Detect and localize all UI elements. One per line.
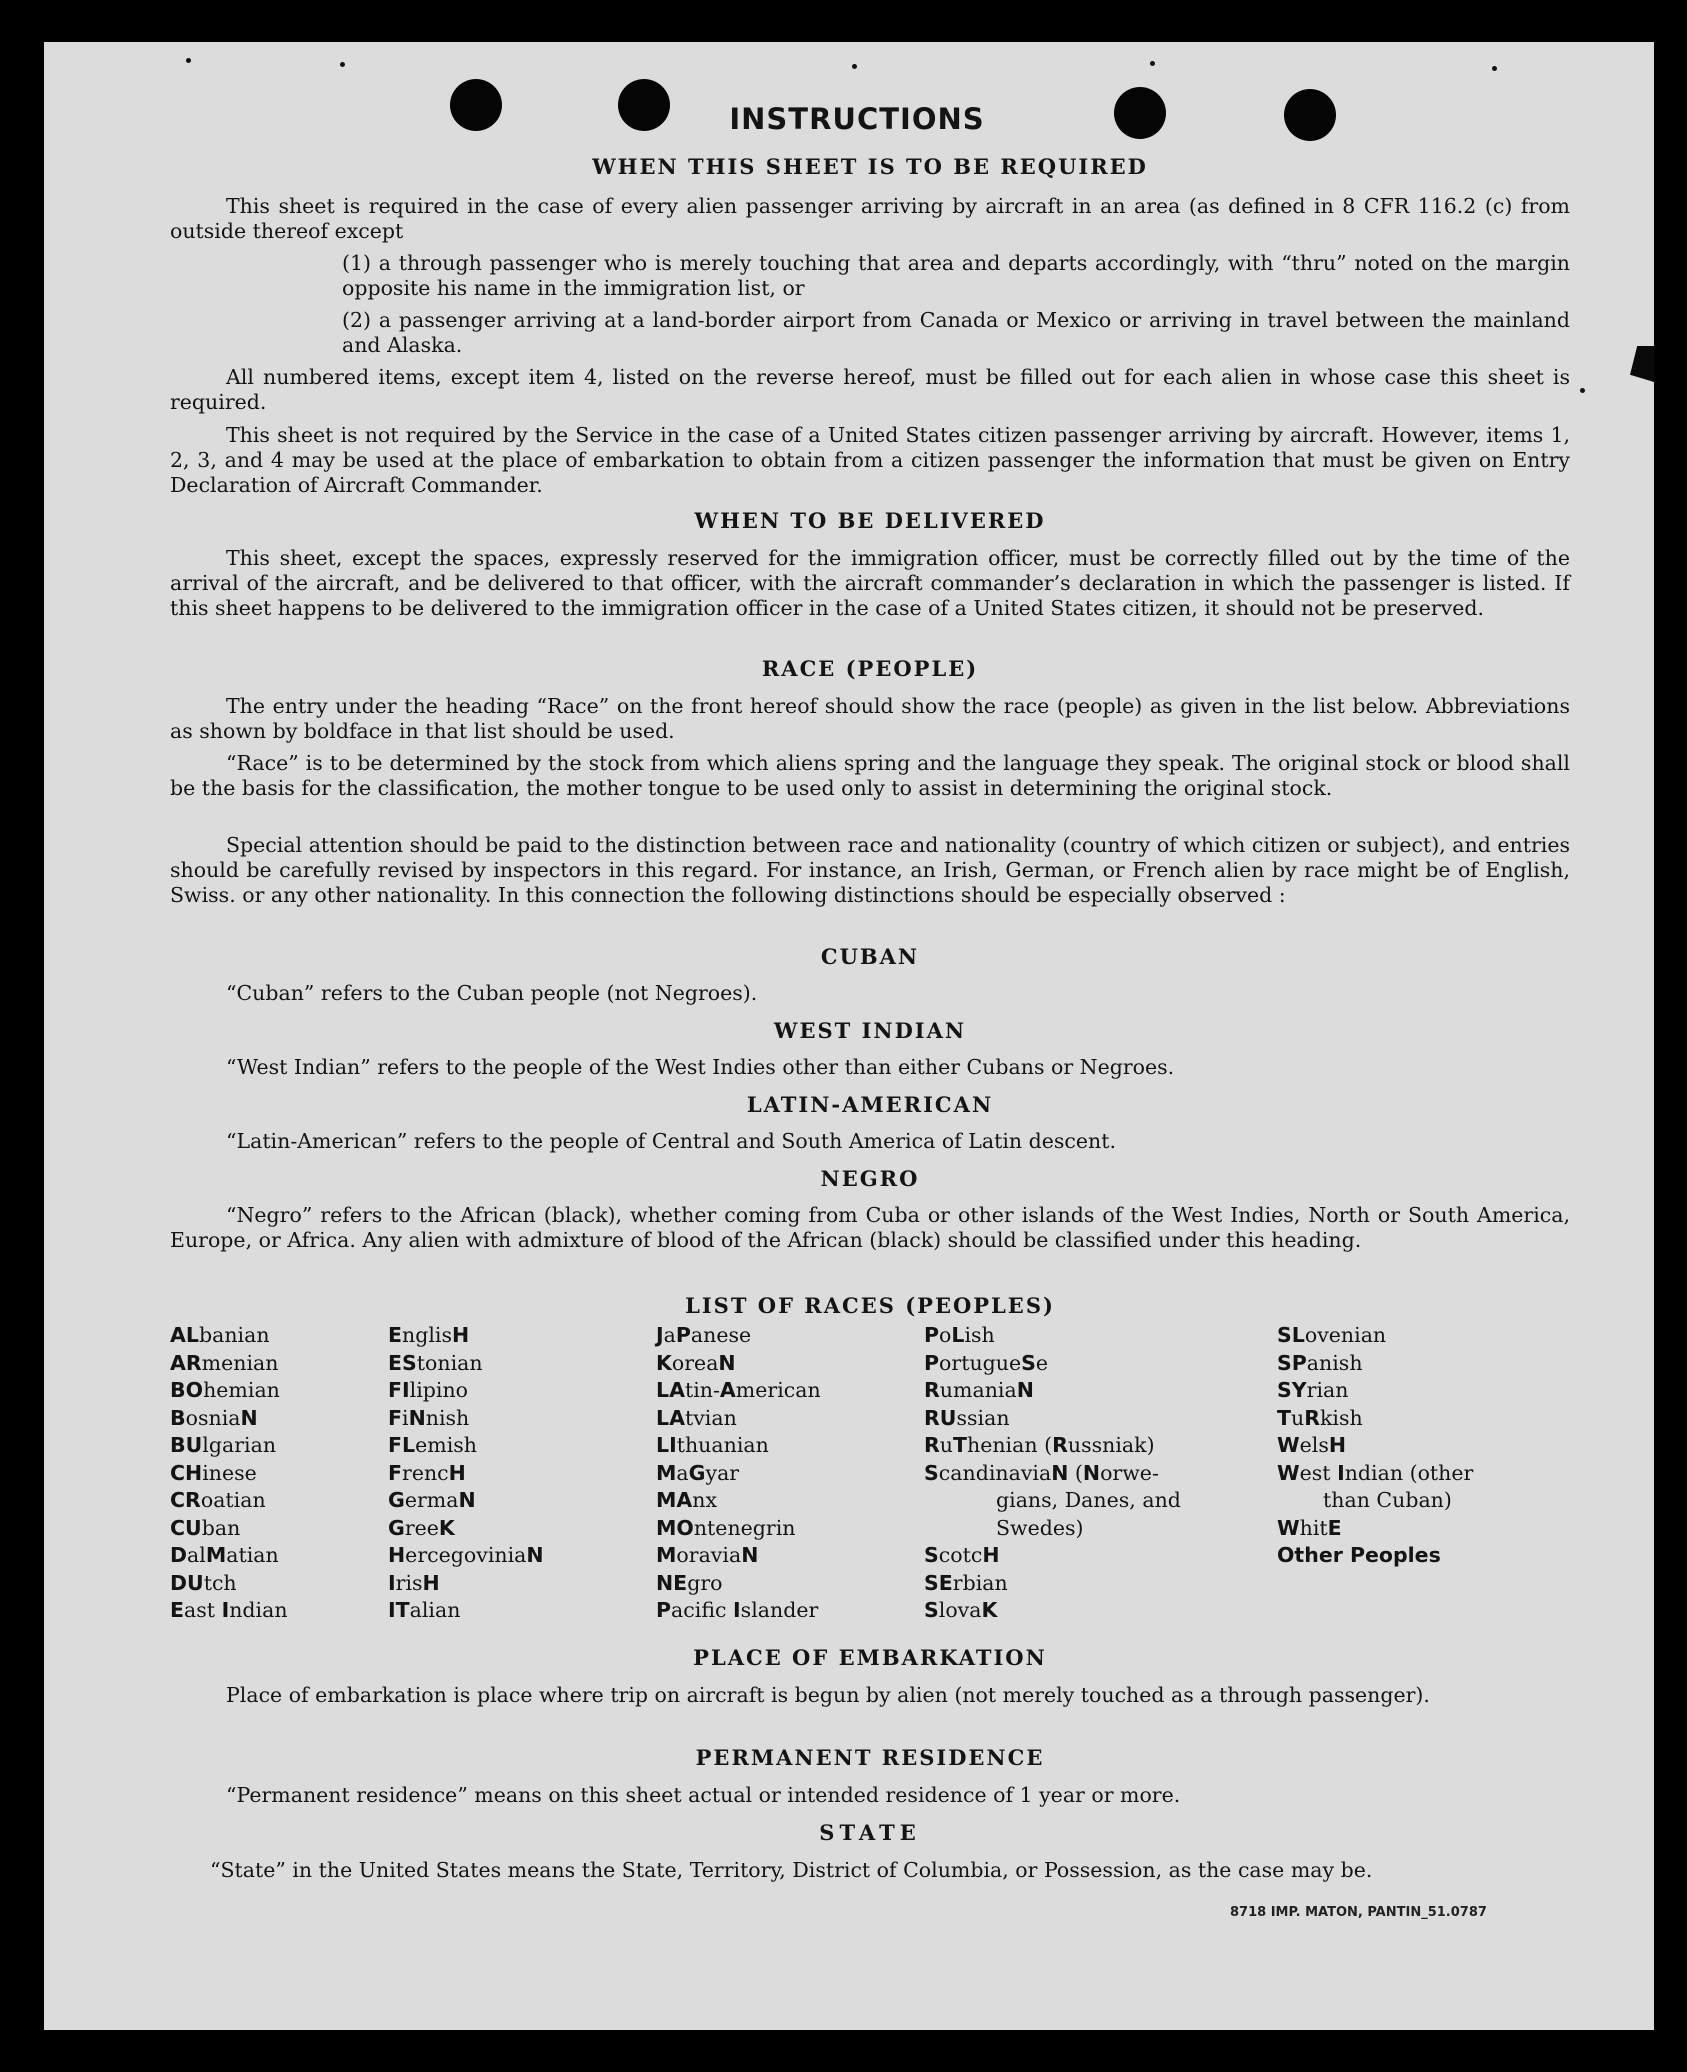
race-item: DalMatian [170,1543,279,1567]
para-delivered [170,546,1570,621]
race-item: BUlgarian [170,1433,277,1457]
para-west-indian [170,1055,1570,1080]
race-item: CUban [170,1515,241,1540]
race-item: LAtvian [656,1405,737,1430]
race-item: BOhemian [170,1378,280,1402]
race-item: WelsH [1277,1433,1347,1457]
para-race-stock [170,751,1570,801]
race-item: FrencH [388,1460,466,1485]
race-column-1 [170,1322,288,1625]
race-item: gians, Danes, and [996,1488,1181,1512]
speck [1580,388,1585,393]
race-item: FLemish [388,1433,477,1457]
race-item: EStonian [388,1350,483,1375]
heading-when-required: WHEN THIS SHEET IS TO BE REQUIRED [592,154,1148,179]
race-item: CRoatian [170,1488,266,1512]
heading-latin-american: LATIN-AMERICAN [746,1092,994,1117]
race-item: Other Peoples [1277,1543,1441,1567]
race-item: ITalian [388,1598,461,1622]
race-item: than Cuban) [1323,1488,1452,1512]
race-item: East Indian [170,1598,288,1622]
race-item: FiNnish [388,1405,470,1430]
race-item: MoraviaN [656,1543,759,1567]
race-item: West Indian (other [1277,1460,1474,1485]
race-item: IrisH [388,1570,440,1595]
race-item: WhitE [1277,1515,1342,1540]
race-item: RuThenian (Russniak) [924,1433,1155,1457]
para-text: The entry under the heading “Race” on the front hereof should show the race (people) as given in the list below. Abbreviations as shown by boldface in that list should be used. [170,694,1570,743]
para-race-entry [170,694,1570,744]
para-latin-american [170,1129,1570,1154]
race-item: FIlipino [388,1378,469,1402]
para-race-nationality [170,833,1570,908]
race-item: NEgro [656,1570,723,1595]
exception-item-2: (2) a passenger arriving at a land-border airport from Canada or Mexico or arriving in travel between the mainland and Alaska. [342,308,1570,357]
para-text: This sheet is required in the case of every alien passenger arriving by aircraft in an area (as defined in 8 CFR 116.2 (c) from outside thereof except [170,194,1570,243]
race-item: MOntenegrin [656,1515,796,1540]
race-item: SErbian [924,1570,1008,1595]
race-item: JaPanese [656,1323,752,1347]
para-cuban [170,981,1570,1006]
race-item: EnglisH [388,1323,470,1347]
race-item: Swedes) [996,1515,1084,1540]
heading-negro: NEGRO [820,1166,920,1191]
para-residence [170,1783,1570,1808]
heading-cuban: CUBAN [820,944,920,969]
race-item: ScotcH [924,1543,1000,1567]
punch-hole [1114,87,1166,139]
race-column-5 [1277,1322,1473,1570]
speck [340,62,345,67]
speck [1150,61,1155,66]
race-item: Pacifc Islander [656,1598,819,1622]
punch-hole [450,79,502,131]
para-state [170,1858,1570,1883]
para-text: “Race” is to be determined by the stock from which aliens spring and the language they speak. The original stock or blood shall be the basis for the classification, the mother tongue to be used only to assist in determining the original stock. [170,751,1570,800]
heading-list-of-races: LIST OF RACES (PEOPLES) [685,1293,1055,1318]
race-item: SYrian [1277,1378,1349,1402]
race-item: RUssian [924,1405,1010,1430]
speck [1492,66,1497,71]
race-item: TuRkish [1277,1405,1363,1430]
para-text: Place of embarkation is place where trip on aircraft is begun by alien (not merely touched as a through passenger). [226,1683,1430,1707]
para-numbered-items [170,365,1570,415]
para-text: “Latin-American” refers to the people of Central and South America of Latin descent. [226,1129,1116,1153]
race-item: KoreaN [656,1350,736,1375]
para-citizen [170,423,1570,498]
race-item: ScandinaviaN (Norwe- [924,1460,1159,1485]
race-item: PortugueSe [924,1350,1049,1375]
race-column-3 [656,1322,821,1625]
heading-race: RACE (PEOPLE) [761,656,979,681]
race-column-4 [924,1322,1181,1625]
heading-state: STATE [819,1820,921,1845]
exception-item-1: (1) a through passenger who is merely touching that area and departs accordingly, with “thru” noted on the margin opposite his name in the immigration list, or [342,251,1570,300]
race-column-2 [388,1322,544,1625]
race-item: GermaN [388,1488,476,1512]
punch-hole [1284,89,1336,141]
race-item: MaGyar [656,1460,740,1485]
speck [186,58,191,63]
para-text: This sheet is not required by the Service in the case of a United States citizen passenger arriving by aircraft. However, items 1, 2, 3, and 4 may be used at the place of embarkation to obtain from a citizen passenger the information that must be given on Entry Declaration of Aircraft Commander. [170,423,1570,497]
para-required-intro [170,194,1570,244]
para-text: All numbered items, except item 4, listed on the reverse hereof, must be filled out for each alien in whose case this sheet is required. [170,365,1570,414]
para-text: “Negro” refers to the African (black), whether coming from Cuba or other islands of the West Indies, North or South America, Europe, or Africa. Any alien with admixture of blood of the African (black) should be classified under this heading. [170,1203,1570,1252]
punch-hole [618,79,670,131]
heading-residence: PERMANENT RESIDENCE [695,1745,1045,1770]
race-item: LAtin-American [656,1378,821,1402]
race-item: HercegoviniaN [388,1543,544,1567]
para-embarkation [170,1683,1570,1708]
para-negro [170,1203,1570,1253]
race-item: ALbanian [170,1323,270,1347]
page-title: INSTRUCTIONS [729,102,985,136]
race-item: MAnx [656,1488,718,1512]
para-text: Special attention should be paid to the distinction between race and nationality (country of which citizen or subject), and entries should be carefully revised by inspectors in this regard. For instance, an Irish, German, or French alien by race might be of English, Swiss. or any other nationality. In this connection the following distinctions should be especially observed : [170,833,1570,907]
edge-tear [1630,346,1654,382]
race-item: SPanish [1277,1350,1363,1375]
para-text: “State” in the United States means the State, Territory, District of Columbia, or Possession, as the case may be. [210,1858,1373,1882]
race-item: RumaniaN [924,1378,1034,1402]
para-text: “West Indian” refers to the people of the West Indies other than either Cubans or Negroes. [226,1055,1175,1079]
race-item: BosniaN [170,1405,258,1430]
race-item: CHinese [170,1460,257,1485]
para-text: “Cuban” refers to the Cuban people (not Negroes). [226,981,758,1005]
race-item: SlovaK [924,1598,998,1622]
para-text: “Permanent residence” means on this sheet actual or intended residence of 1 year or more. [226,1783,1181,1807]
para-text: This sheet, except the spaces, expressly reserved for the immigration officer, must be correctly filled out by the time of the arrival of the aircraft, and be delivered to that officer, with the aircraft commander’s declaration in which the passenger is listed. If this sheet happens to be delivered to the immigration officer in the case of a United States citizen, it should not be preserved. [170,546,1570,620]
race-item: ARmenian [170,1350,279,1375]
heading-west-indian: WEST INDIAN [773,1018,967,1043]
speck [852,64,857,69]
printer-imprint: 8718 IMP. MATON, PANTIN_51.0787 [1230,1905,1487,1920]
race-item: PoLish [924,1323,995,1347]
race-item: LIthuanian [656,1433,769,1457]
heading-when-delivered: WHEN TO BE DELIVERED [694,508,1046,533]
race-list [170,1322,1570,1632]
race-item: GreeK [388,1515,455,1540]
race-item: DUtch [170,1570,237,1595]
race-item: SLovenian [1277,1323,1387,1347]
heading-embarkation: PLACE OF EMBARKATION [693,1645,1047,1670]
